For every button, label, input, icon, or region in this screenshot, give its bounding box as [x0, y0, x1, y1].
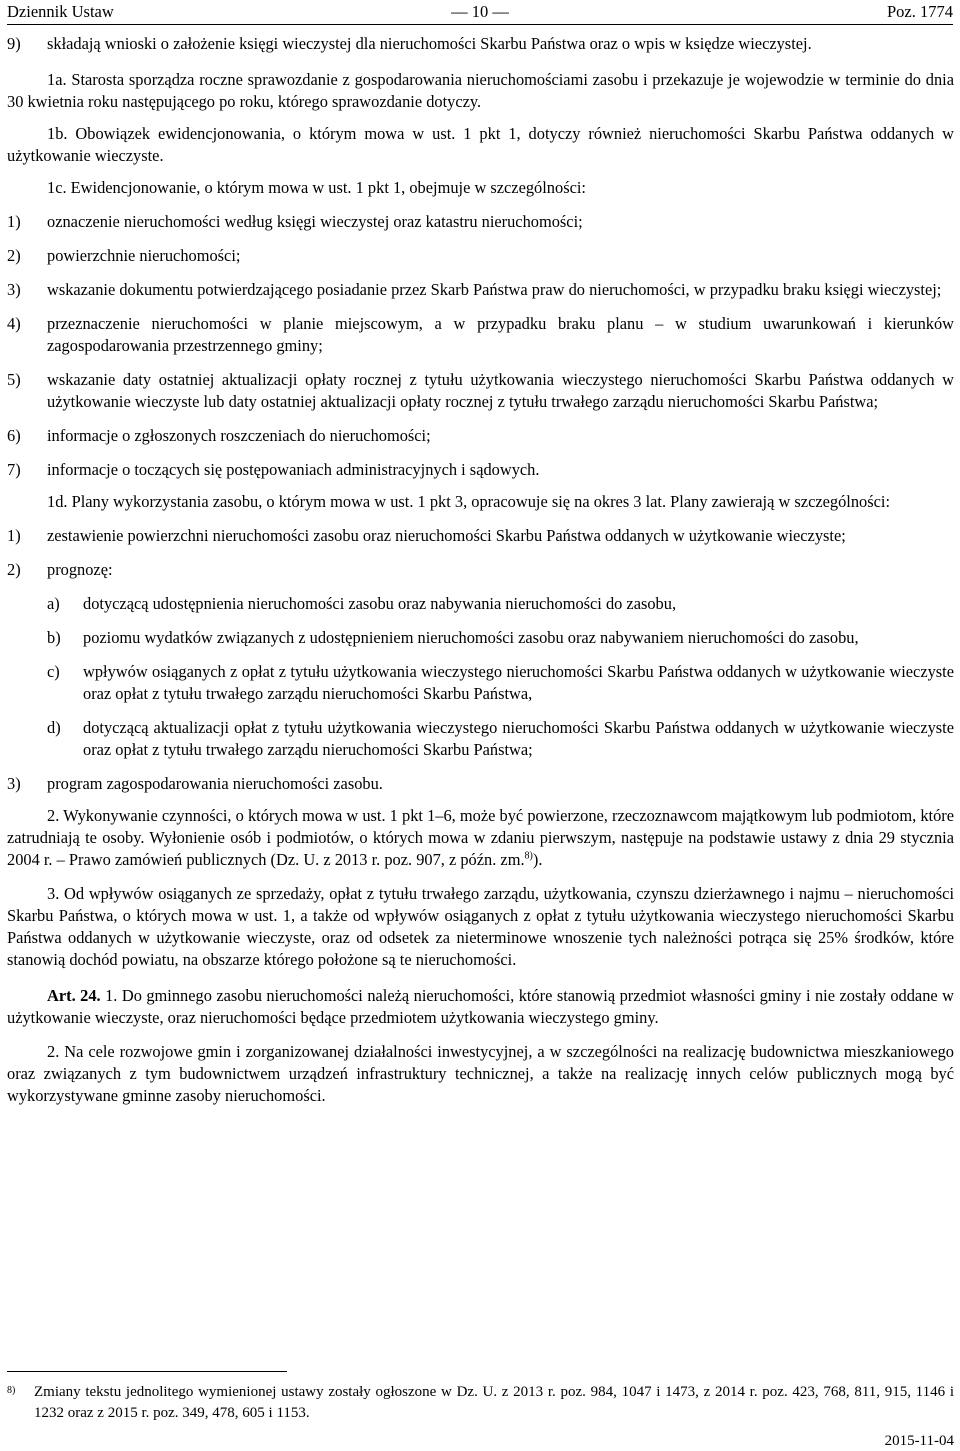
paragraph-1a: 1a. Starosta sporządza roczne sprawozdanie z gospodarowania nieruchomościami zasobu i przekazuje je wojewodzie w terminie do dnia 30 kwietnia roku następującego po roku, którego sprawozdanie dotyczy. [7, 70, 954, 111]
list-item: 3) program zagospodarowania nieruchomości zasobu. [7, 774, 383, 793]
list-item: 2) powierzchnie nieruchomości; [7, 246, 241, 265]
list-item: 5) wskazanie daty ostatniej aktualizacji opłaty rocznej z tytułu użytkowania wieczystego nieruchomości Skarbu Państwa oddanych w użytkowanie wieczyste lub daty ostatniej aktualizacji opłaty rocznej z tytułu trwałego zarządu nieruchomości Skarbu Państwa; [7, 370, 954, 411]
header-divider [7, 24, 953, 25]
article-24-paragraph-1: Art. 24. 1. Do gminnego zasobu nieruchomości należą nieruchomości, które stanowią przedmiot własności gminy i nie zostały oddane w użytkowanie wieczyste, oraz nieruchomości będące przedmiotem użytkowania wieczystego gminy. [7, 986, 954, 1027]
publication-date: 2015-11-04 [884, 1433, 954, 1449]
paragraph-1c: 1c. Ewidencjonowanie, o którym mowa w ust. 1 pkt 1, obejmuje w szczególności: [47, 178, 586, 197]
list-item: 3) wskazanie dokumentu potwierdzającego posiadanie przez Skarb Państwa praw do nieruchomości, w przypadku braku księgi wieczystej; [7, 280, 942, 299]
sub-list-item: c) wpływów osiąganych z opłat z tytułu użytkowania wieczystego nieruchomości Skarbu Państwa oddanych w użytkowanie wieczyste oraz opłat z tytułu trwałego zarządu nieruchomości Skarbu Państwa, [47, 662, 954, 703]
journal-title: Dziennik Ustaw [7, 2, 114, 21]
sub-list-item: a) dotyczącą udostępnienia nieruchomości zasobu oraz nabywania nieruchomości do zasobu, [47, 594, 677, 613]
footnote-text: Zmiany tekstu jednolitego wymienionej ustawy zostały ogłoszone w Dz. U. z 2013 r. poz. 984, 1047 i 1473, z 2014 r. poz. 423, 768, 811, 915, 1146 i 1232 oraz z 2015 r. poz. 349, 478, 605 i 1153. [34, 1384, 954, 1421]
list-item: 9) składają wnioski o założenie księgi wieczystej dla nieruchomości Skarbu Państwa oraz o wpis w księdze wieczystej. [7, 34, 812, 53]
paragraph-1b: 1b. Obowiązek ewidencjonowania, o którym mowa w ust. 1 pkt 1, dotyczy również nieruchomości Skarbu Państwa oddanych w użytkowanie wieczyste. [7, 124, 954, 165]
page-number: — 10 — [451, 2, 509, 21]
list-item: 6) informacje o zgłoszonych roszczeniach do nieruchomości; [7, 426, 431, 445]
page-header [7, 0, 953, 24]
paragraph-1d: 1d. Plany wykorzystania zasobu, o którym mowa w ust. 1 pkt 3, opracowuje się na okres 3 lat. Plany zawierają w szczególności: [47, 492, 890, 511]
position-number: Poz. 1774 [887, 2, 953, 21]
list-item: 4) przeznaczenie nieruchomości w planie miejscowym, a w przypadku braku planu – w studium uwarunkowań i kierunków zagospodarowania przestrzennego gminy; [7, 314, 954, 355]
footnote-divider [7, 1371, 287, 1372]
article-24-paragraph-2: 2. Na cele rozwojowe gmin i zorganizowanej działalności inwestycyjnej, a w szczególności na realizację budownictwa mieszkaniowego oraz związanych z tym budownictwem urządzeń infrastruktury technicznej, a także na realizację innych celów publicznych mogą być wykorzystywane gminne zasoby nieruchomości. [7, 1042, 954, 1105]
footnote-reference[interactable]: 8) [524, 850, 533, 862]
document-body [7, 33, 954, 1107]
sub-list-item: b) poziomu wydatków związanych z udostępnieniem nieruchomości zasobu oraz nabywaniem nieruchomości do zasobu, [47, 628, 859, 647]
paragraph-2: 2. Wykonywanie czynności, o których mowa w ust. 1 pkt 1–6, może być powierzone, rzeczoznawcom majątkowym lub podmiotom, które zatrudniają te osoby. Wyłonienie osób i podmiotów, o których mowa w zdaniu pierwszym, następuje na podstawie ustawy z dnia 29 stycznia 2004 r. – Prawo zamówień publicznych (Dz. U. z 2013 r. poz. 907, z późn. zm.$^{8)}$). [7, 806, 954, 869]
list-item: 1) zestawienie powierzchni nieruchomości zasobu oraz nieruchomości Skarbu Państwa oddanych w użytkowanie wieczyste; [7, 526, 846, 545]
footnote-number: 8) [7, 1385, 16, 1396]
footnote [7, 1382, 954, 1424]
sub-list-item: d) dotyczącą aktualizacji opłat z tytułu użytkowania wieczystego nieruchomości Skarbu Państwa oddanych w użytkowanie wieczyste oraz opłat z tytułu trwałego zarządu nieruchomości Skarbu Państwa; [47, 718, 954, 759]
paragraph-3: 3. Od wpływów osiąganych ze sprzedaży, opłat z tytułu trwałego zarządu, użytkowania, czynszu dzierżawnego i najmu – nieruchomości Skarbu Państwa, o których mowa w ust. 1, a także od wpływów osiąganych z opłat z tytułu użytkowania wieczystego nieruchomości Skarbu Państwa oddanych w użytkowanie wieczyste, oraz od odsetek za nieterminowe wnoszenie tych należności potrąca się 25% środków, które stanowią dochód powiatu, na obszarze którego położone są te nieruchomości. [7, 884, 954, 969]
list-item: 1) oznaczenie nieruchomości według księgi wieczystej oraz katastru nieruchomości; [7, 212, 583, 231]
list-item: 7) informacje o toczących się postępowaniach administracyjnych i sądowych. [7, 460, 540, 479]
list-item: 2) prognozę: [7, 560, 113, 579]
article-label: Art. 24. [47, 986, 101, 1005]
